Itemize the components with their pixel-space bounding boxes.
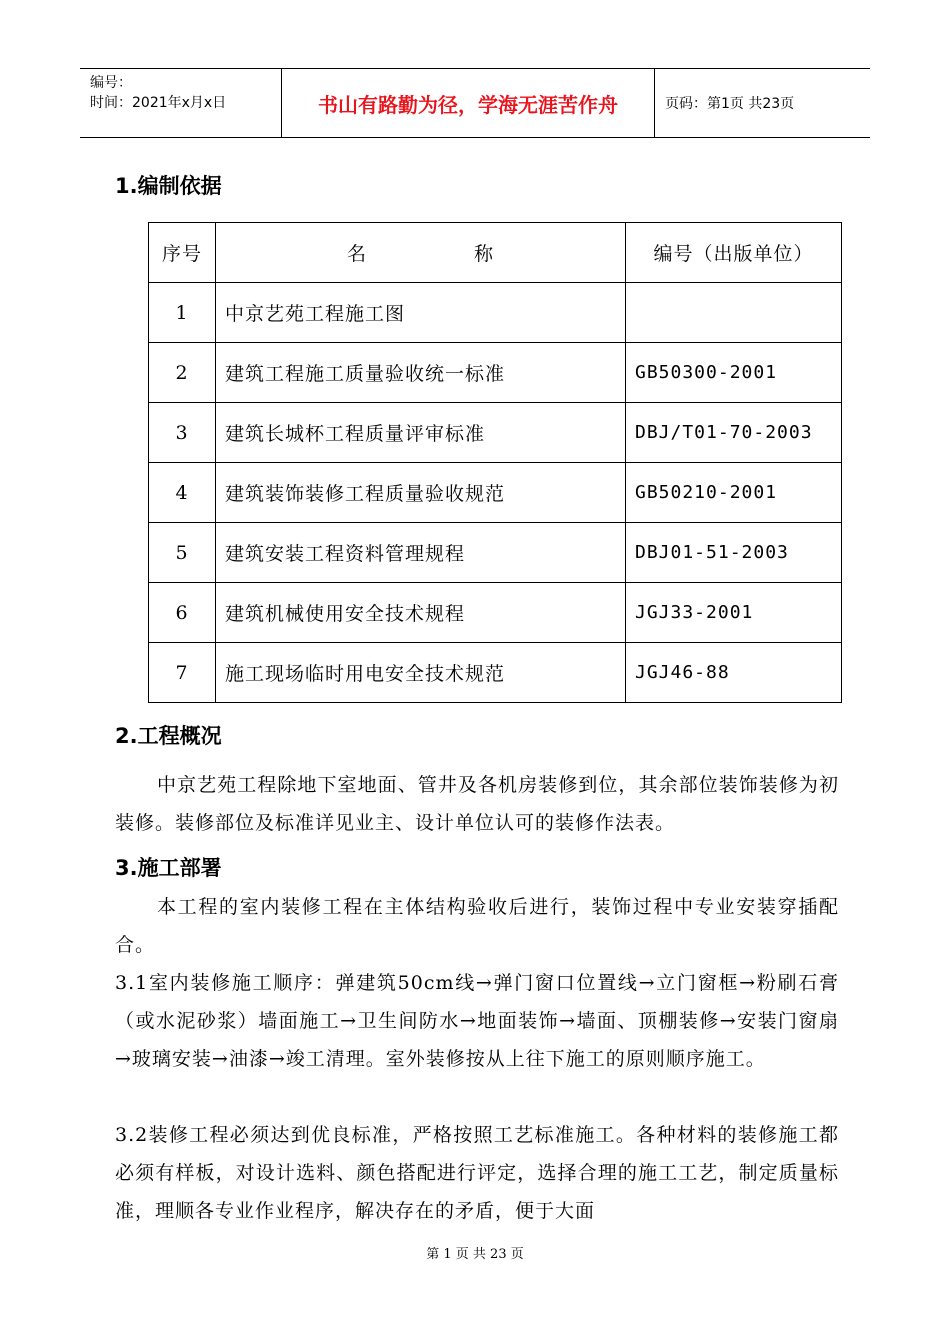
header-meta bbox=[80, 69, 282, 137]
reference-table bbox=[148, 222, 842, 703]
row-code: JGJ46-88 bbox=[626, 643, 842, 703]
deployment-intro-paragraph: 本工程的室内装修工程在主体结构验收后进行，装饰过程中专业安装穿插配合。 bbox=[115, 896, 839, 956]
deployment-item-3-1: 3.1室内装修施工顺序：弹建筑50cm线→弹门窗口位置线→立门窗框→粉刷石膏（或水泥砂浆）墙面施工→卫生间防水→地面装饰→墙面、顶棚装修→安装门窗扇→玻璃安装→油漆→竣工清理。室外装修按从上往下施工的原则顺序施工。 bbox=[115, 972, 839, 1070]
document-time-label: 时间：2021年x月x日 bbox=[90, 95, 227, 111]
column-header-name: 名 称 bbox=[216, 223, 626, 283]
table-row bbox=[149, 343, 842, 403]
page-footer: 第 1 页 共 23 页 bbox=[426, 1247, 524, 1262]
row-code: GB50300-2001 bbox=[626, 343, 842, 403]
document-number-label: 编号： bbox=[90, 75, 132, 91]
row-name: 中京艺苑工程施工图 bbox=[216, 283, 626, 343]
row-code: GB50210-2001 bbox=[626, 463, 842, 523]
table-row bbox=[149, 463, 842, 523]
table-row bbox=[149, 643, 842, 703]
overview-paragraph: 中京艺苑工程除地下室地面、管井及各机房装修到位，其余部位装饰装修为初装修。装修部位及标准详见业主、设计单位认可的装修作法表。 bbox=[115, 774, 839, 834]
table-row bbox=[149, 403, 842, 463]
row-name: 建筑工程施工质量验收统一标准 bbox=[216, 343, 626, 403]
deployment-item-3-2: 3.2装修工程必须达到优良标准，严格按照工艺标准施工。各种材料的装修施工都必须有样板，对设计选料、颜色搭配进行评定，选择合理的施工工艺，制定质量标准，理顺各专业作业程序，解决存在的矛盾，便于大面 bbox=[115, 1124, 839, 1222]
row-name: 施工现场临时用电安全技术规范 bbox=[216, 643, 626, 703]
column-header-no: 序号 bbox=[149, 223, 216, 283]
row-no: 4 bbox=[149, 463, 216, 523]
section-title-basis: 1.编制依据 bbox=[115, 174, 222, 198]
table-row bbox=[149, 523, 842, 583]
column-header-code: 编号（出版单位） bbox=[626, 223, 842, 283]
table-row bbox=[149, 283, 842, 343]
row-no: 6 bbox=[149, 583, 216, 643]
table-row bbox=[149, 583, 842, 643]
row-name: 建筑装饰装修工程质量验收规范 bbox=[216, 463, 626, 523]
row-code: DBJ01-51-2003 bbox=[626, 523, 842, 583]
row-code: DBJ/T01-70-2003 bbox=[626, 403, 842, 463]
row-code: JGJ33-2001 bbox=[626, 583, 842, 643]
row-name: 建筑安装工程资料管理规程 bbox=[216, 523, 626, 583]
row-no: 2 bbox=[149, 343, 216, 403]
row-no: 7 bbox=[149, 643, 216, 703]
row-no: 3 bbox=[149, 403, 216, 463]
row-no: 5 bbox=[149, 523, 216, 583]
row-name: 建筑长城杯工程质量评审标准 bbox=[216, 403, 626, 463]
table-header-row bbox=[149, 223, 842, 283]
row-name: 建筑机械使用安全技术规程 bbox=[216, 583, 626, 643]
header-page-label: 页码：第1页 共23页 bbox=[665, 96, 795, 112]
header-motto: 书山有路勤为径，学海无涯苦作舟 bbox=[282, 69, 655, 137]
row-no: 1 bbox=[149, 283, 216, 343]
section-title-overview: 2.工程概况 bbox=[115, 724, 222, 748]
section-title-deployment: 3.施工部署 bbox=[115, 856, 222, 880]
row-code bbox=[626, 283, 842, 343]
page-header bbox=[80, 68, 870, 138]
